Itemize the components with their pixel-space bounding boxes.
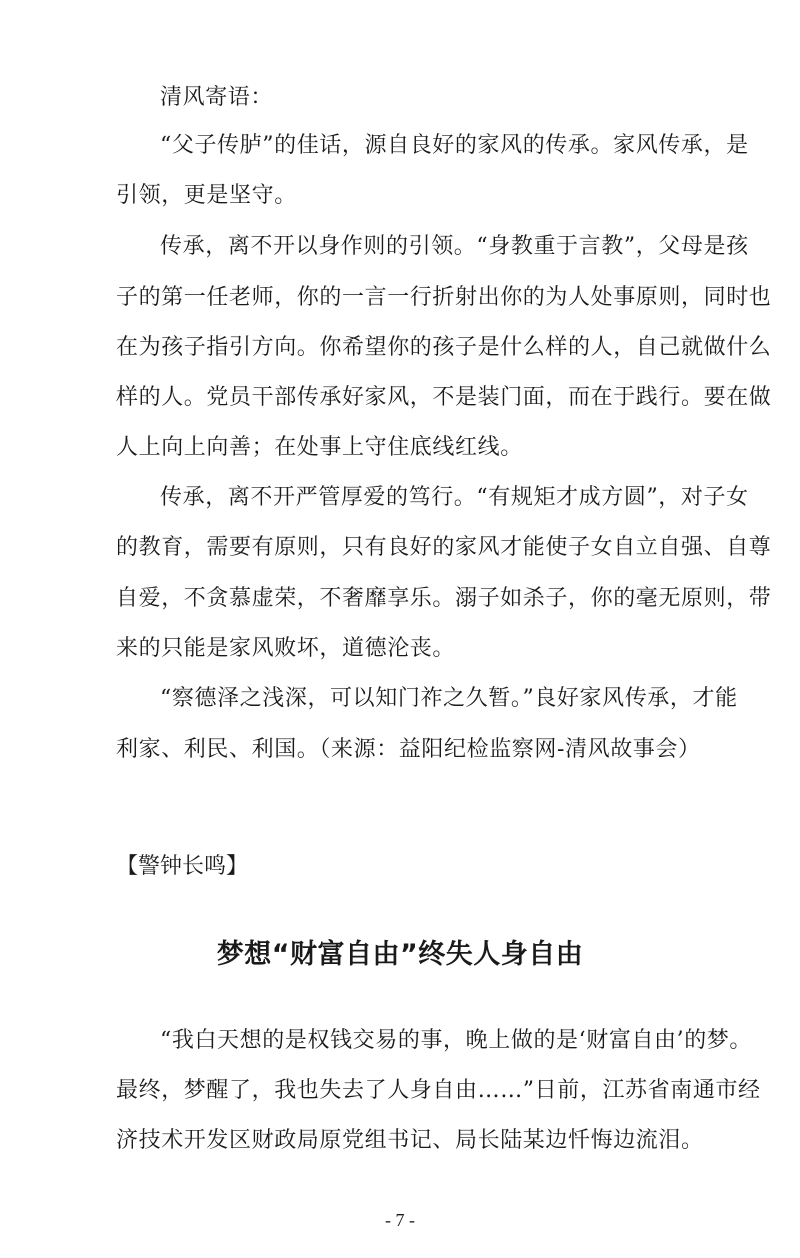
paragraph-line: 的教育，需要有原则，只有良好的家风才能使子女自立自强、自尊	[116, 535, 772, 560]
paragraph-line: 来的只能是家风败坏，道德沦丧。	[116, 636, 456, 661]
paragraph-line: 传承，离不开以身作则的引领。“身教重于言教”，父母是孩	[160, 234, 749, 259]
paragraph-line: 子的第一任老师，你的一言一行折射出你的为人处事原则，同时也	[116, 285, 772, 310]
paragraph-line: 引领，更是坚守。	[116, 183, 297, 208]
paragraph-line: 自爱，不贪慕虚荣，不奢靡享乐。溺子如杀子，你的毫无原则，带	[116, 586, 772, 611]
article-line: “我白天想的是权钱交易的事，晚上做的是‘财富自由’的梦。	[160, 1028, 753, 1053]
page-number: - 7 -	[385, 1210, 415, 1230]
paragraph-line: 人上向上向善；在处事上守住底线红线。	[116, 435, 523, 460]
commentary-heading: 清风寄语：	[160, 85, 274, 110]
paragraph-line: 在为孩子指引方向。你希望你的孩子是什么样的人，自己就做什么	[116, 335, 772, 360]
paragraph-line: “察德泽之浅深，可以知门祚之久暂。”良好家风传承，才能	[160, 686, 738, 711]
article-line: 济技术开发区财政局原党组书记、局长陆某边忏悔边流泪。	[116, 1128, 704, 1153]
paragraph-line: 传承，离不开严管厚爱的笃行。“有规矩才成方圆”，对子女	[160, 485, 749, 510]
paragraph-line: 利家、利民、利国。（来源：益阳纪检监察网-清风故事会）	[116, 737, 701, 762]
article-line: 最终，梦醒了，我也失去了人身自由……”日前，江苏省南通市经	[116, 1078, 761, 1103]
paragraph-line: 样的人。党员干部传承好家风，不是装门面，而在于践行。要在做	[116, 385, 772, 410]
section-tag: 【警钟长鸣】	[116, 854, 249, 879]
article-title: 梦想“财富自由”终失人身自由	[216, 939, 584, 970]
paragraph-line: “父子传胪”的佳话，源自良好的家风的传承。家风传承，是	[160, 133, 749, 158]
